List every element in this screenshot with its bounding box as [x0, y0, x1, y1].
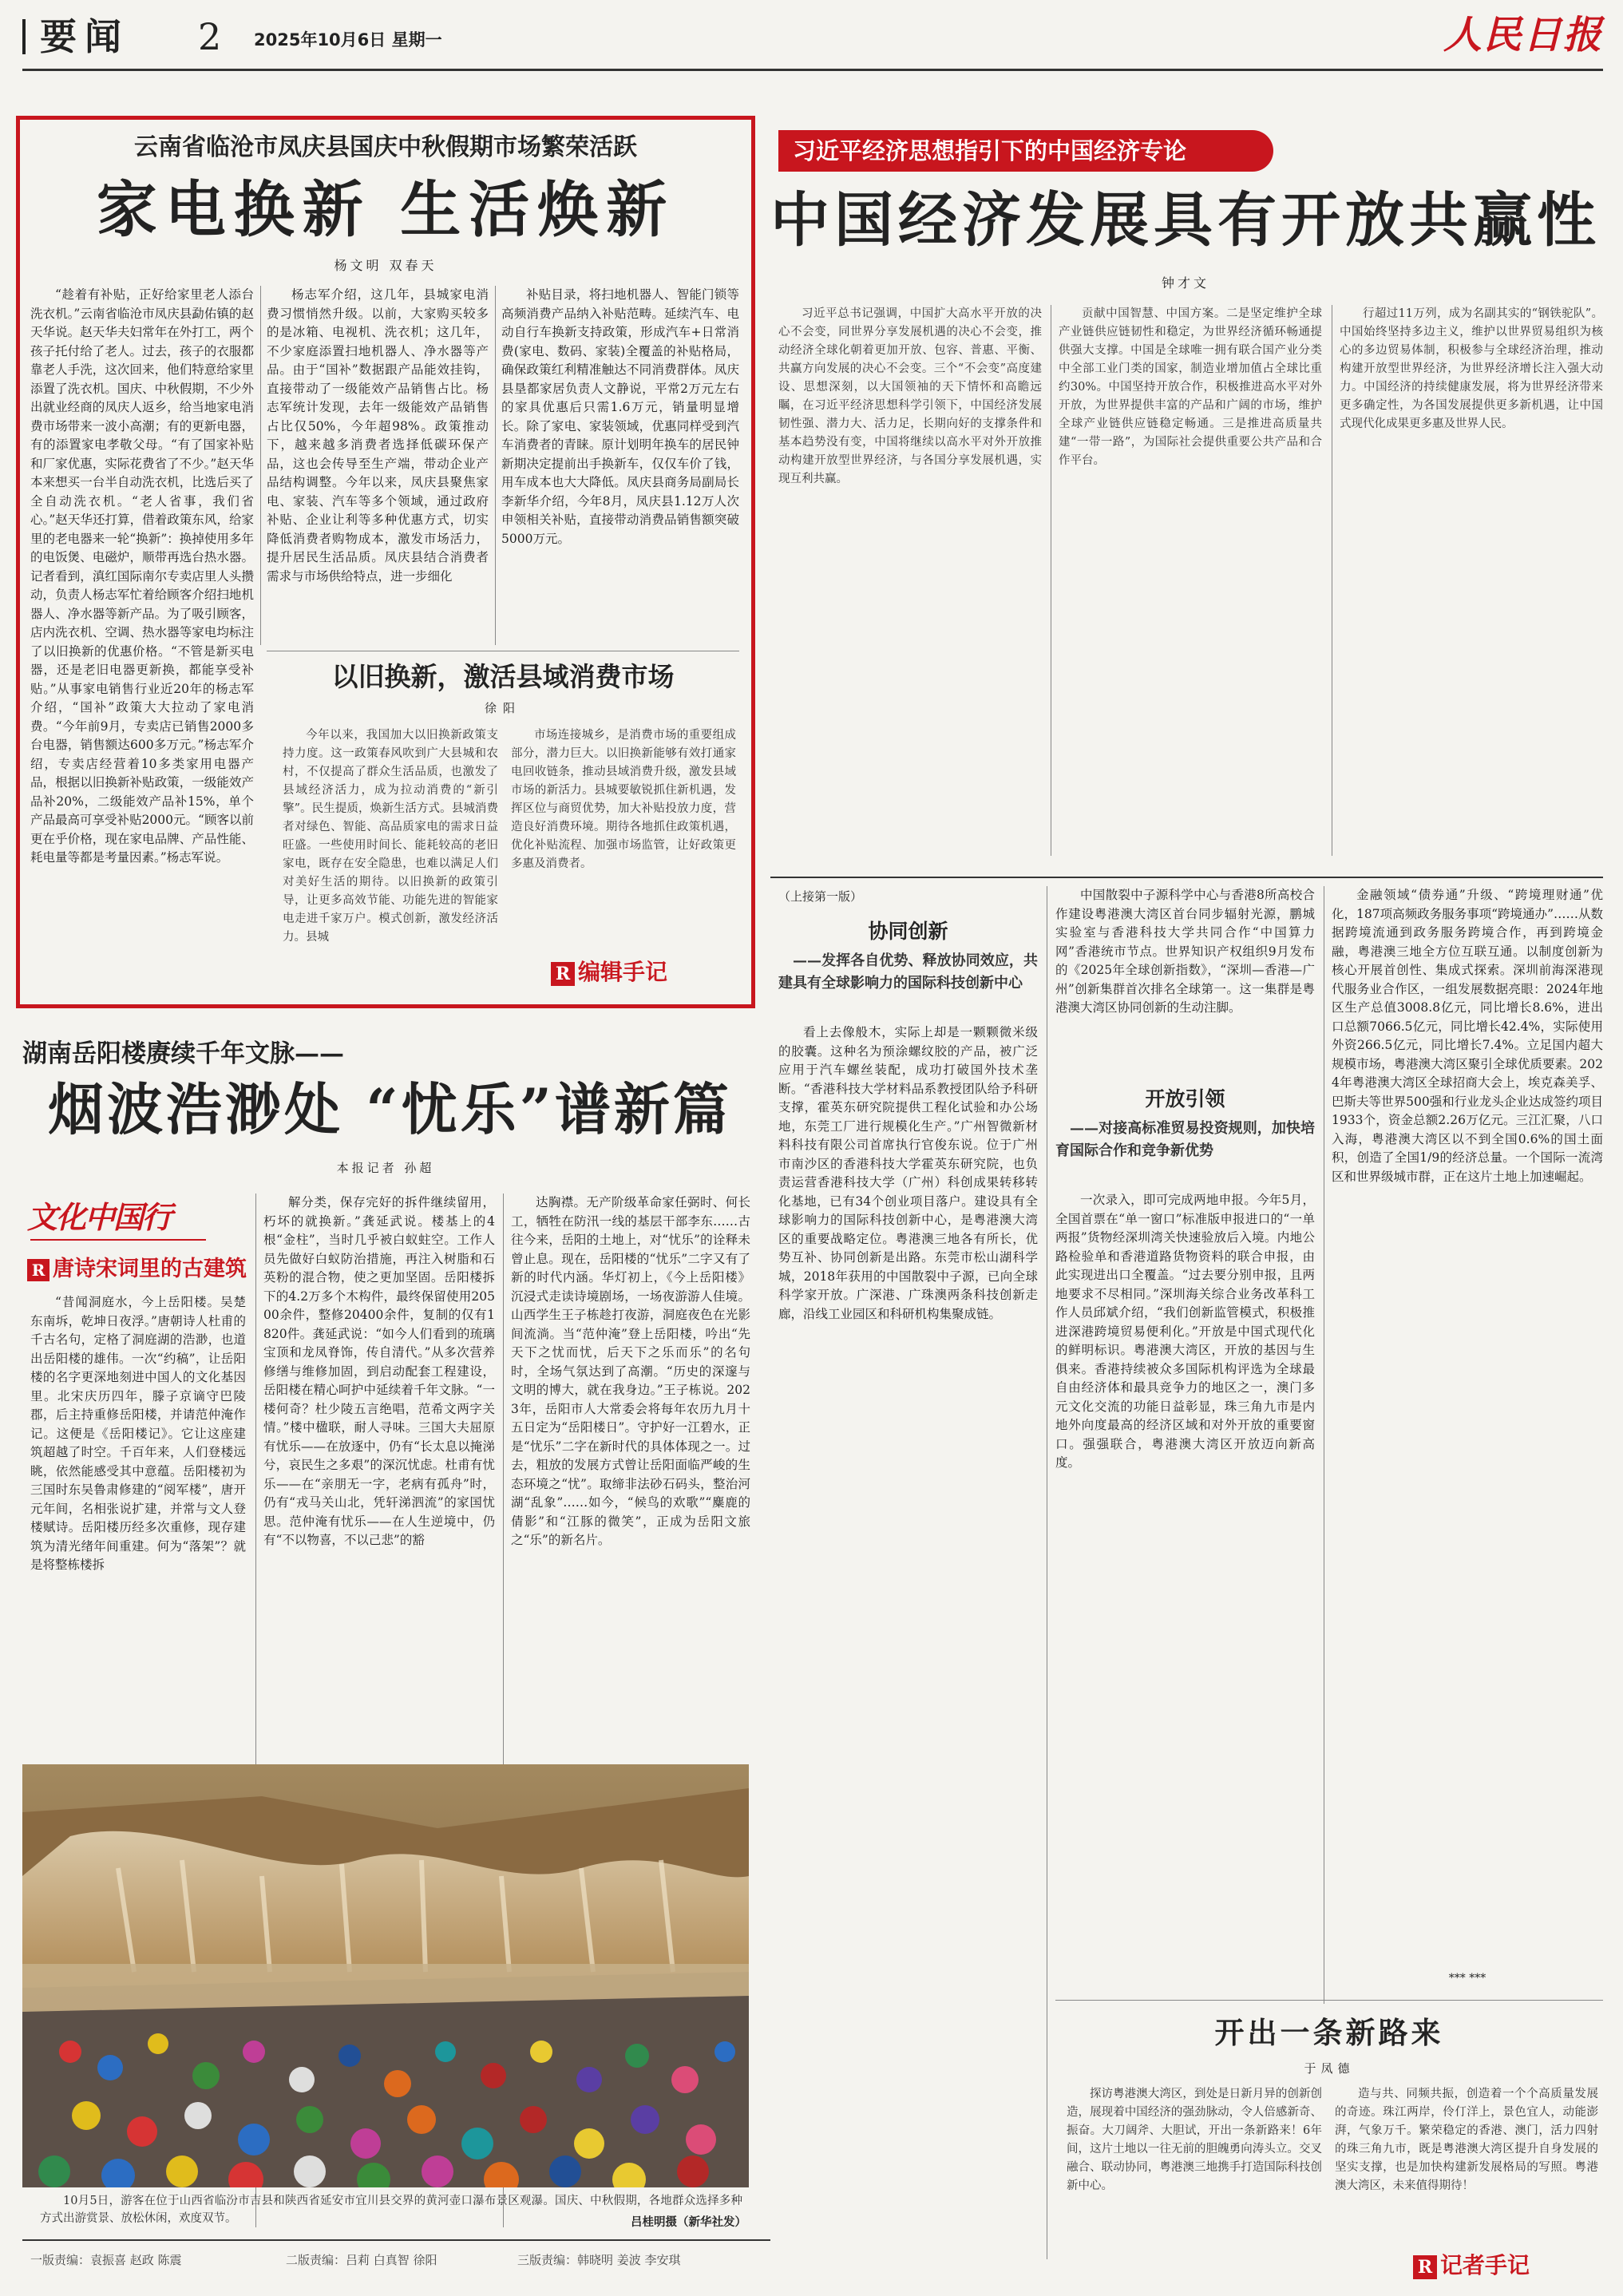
newroad-rule — [1055, 2000, 1603, 2001]
issue-date: 2025年10月6日 星期一 — [254, 30, 442, 49]
newroad-col1: 探访粤港澳大湾区，到处是日新月异的创新创造，展现着中国经济的强劲脉动，令人倍感新奇、振奋。大刀阔斧、大胆试，开出一条新路来！6年间，这片土地以一往无前的胆魄勇向涛头立。交叉融合、联动协同，粤港澳三地携手打造国际科技创新中心。 — [1067, 2088, 1322, 2192]
waterfall-photo — [22, 1764, 749, 2187]
box-kicker: 云南省临沧市凤庆县国庆中秋假期市场繁荣活跃 — [134, 133, 637, 161]
editor-note-label: 编辑手记 — [578, 959, 668, 985]
r-icon: R — [27, 1259, 49, 1281]
section-name: 要闻 — [40, 15, 129, 58]
yueyang-byline: 本报记者 孙超 — [336, 1161, 435, 1175]
photo-credit: 吕桂明摄（新华社发） — [575, 2213, 746, 2230]
reporter-note-tag — [1413, 2251, 1530, 2280]
box-byline: 杨文明 双春天 — [334, 258, 437, 273]
yueyang-col3: 达胸襟。无产阶级革命家任弼时、何长工，牺牲在防汛一线的基层干部李东……古往今来，岳阳的土地上，对“忧乐”的诠释未曾止息。现在，岳阳楼的“忧乐”二字又有了新的时代内涵。华灯初上，《今上岳阳楼》沉浸式走读诗境剧场，一场夜游游人佳境。山西学生王子栋趁打夜游，洞庭夜色在光影间流淌。当“范仲淹”登上岳阳楼，吟出“先天下之忧而忧，后天下之乐而乐”的名句时，全场气氛达到了高潮。“历史的深邃与文明的博大，就在我身边。”王子栋说。2023年，岳阳市人大常委会将每年农历九月十五日定为“岳阳楼日”。守护好一江碧水，正是“忧乐”二字在新时代的具体体现之一。过去，粗放的发展方式曾让岳阳面临严峻的生态环境之“忧”。取缔非法砂石码头，整治河湖“乱象”……如今，“候鸟的欢歌”“麋鹿的倩影”和“江豚的微笑”，正成为岳阳文旅之“乐”的新名片。 — [511, 1195, 750, 1547]
culture-logo-underline — [30, 1239, 206, 1241]
cont-heading-1: 协同创新 — [868, 920, 948, 943]
newroad-col2: 造与共、同频共振，创造着一个个高质量发展的奇迹。珠江两岸，伶仃洋上，景色宜人，动能澎湃，气象万千。繁荣稳定的香港、澳门，活力四射的珠三角九市，既是粤港澳大湾区提升自身发展的坚实支撑，也是加快构建新发展格局的写照。粤港澳大湾区，未来值得期待！ — [1335, 2088, 1598, 2192]
special-title: 中国经济发展具有开放共赢性 — [770, 186, 1601, 255]
newroad-title: 开出一条新路来 — [1214, 2015, 1444, 2050]
cont-col2-top: 中国散裂中子源科学中心与香港8所高校合作建设粤港澳大湾区首台同步辐射光源，鹏城实验室与香港科技大学共同合作“中国算力网”香港统市节点。世界知识产权组织9月发布的《2025年全球创新指数》，“深圳—香港—广州”创新集群首次排名全球第一。这一集群是粤港澳大湾区协同创新的生动注脚。 — [1055, 888, 1315, 1015]
cont-heading-2: 开放引领 — [1145, 1087, 1225, 1110]
section-rule — [770, 877, 1603, 878]
yueyang-title: 烟波浩渺处 “忧乐”谱新篇 — [48, 1076, 732, 1142]
column-tag — [27, 1255, 247, 1284]
footer-rule — [22, 2239, 770, 2241]
page-number: 2 — [198, 15, 222, 58]
r-icon: R — [1413, 2255, 1437, 2279]
cont-col3: 金融领域“债券通”升级、“跨境理财通”优化，187项高频政务服务事项“跨境通办”……从数据跨境流通到政务服务跨境合作，再到跨境金融，粤港澳三地全方位互联互通。以制度创新为核心开展首创性、集成式探索。深圳前海深港现代服务业合作区，一组发展数据亮眼：2024年地区生产总值3008.8亿元，同比增长8.6%，进出口总额7066.5亿元，同比增长42.4%，实际使用外资266.5亿元，同比增长7.4%。立足国内超大规模市场，粤港澳大湾区聚引全球优质要素。2024年粤港澳大湾区全球招商大会上，埃克森美孚、巴斯夫等世界500强和行业龙头企业达成签约项目1933个，资金总额2.26万亿元。三江汇聚，八口入海，粤港澳大湾区以不到全国0.6%的国土面积，创造了全国1/9的经济总量。一个国际一流湾区和世界级城市群，正在这片土地上加速崛起。 — [1332, 888, 1603, 1184]
continued-label: （上接第一版） — [778, 889, 863, 904]
box-article-col3: 补贴目录，将扫地机器人、智能门锁等高频消费产品纳入补贴范畴。延续汽车、电动自行车换新支持政策，形成汽车+日常消费(家电、数码、家装)全覆盖的补贴格局，确保政策红利精准触达不同消费群体。凤庆县垦都家居负责人文静说，平常2万元左右的家具优惠后只需1.6万元，销量明显增长。除了家电、家装领域，优惠同样受到汽车消费者的青睐。原计划明年换车的居民钟新期决定提前出手换新车，仅仅车价了钱，用车成本也大大降低。凤庆县商务局副局长李新华介绍，今年8月，凤庆县1.12万人次申领相关补贴，直接带动消费品销售额突破5000万元。 — [501, 287, 739, 546]
yueyang-col2: 解分类，保存完好的拆件继续留用，朽坏的就换新。”龚延武说。楼基上的4根“金柱”，当时几乎被白蚁蛀空。工作人员先做好白蚁防治措施，再注入树脂和石英粉的混合物，使之更加坚固。岳阳楼拆下的4.2万多个木构件，最终保留使用20500余件，整修20400余件，复制的仅有1820件。龚延武说：“如今人们看到的琉璃宝顶和龙凤脊饰，传自清代。”从多次营养修缮与维修加固，到启动配套工程建设，岳阳楼在精心呵护中延续着千年文脉。“一楼何奇？杜少陵五言绝唱，范希文两字关情。”楼中楹联，耐人寻味。三国大夫屈原有忧乐——在放逐中，仍有“长太息以掩涕兮，哀民生之多艰”的深沉忧虑。杜甫有忧乐——在“亲朋无一字，老病有孤舟”时，仍有“戎马关山北，凭轩涕泗流”的家国忧思。范仲淹有忧乐——在人生逆境中，仍有“不以物喜，不以己悲”的豁 — [263, 1195, 495, 1547]
cont-col2: 一次录入，即可完成两地申报。今年5月，全国首票在“单一窗口”标准版申报进口的“一单两报”货物经深圳湾关快速验放后入境。内地公路检验单和香港道路货物资料的联合申报，由此实现进出口全覆盖。“过去要分别申报，且两地要求不尽相同。”深圳海关综合业务改革科工作人员邱斌介绍，“我们创新监管模式，积极推进深港跨境贸易便利化。”开放是中国式现代化的鲜明标识。粤港澳大湾区，开放的基因与生俱来。香港持续被众多国际机构评选为全球最自由经济体和最具竞争力的地区之一，澳门多元文化交流的功能日益彰显，珠三角九市是内地外向度最高的经济区域和对外开放的重要窗口。强强联合，粤港澳大湾区开放迈向新高度。 — [1055, 1193, 1315, 1470]
photo-caption: 10月5日，游客在位于山西省临汾市吉县和陕西省延安市宜川县交界的黄河壶口瀑布景区观瀑。国庆、中秋假期，各地群众选择多种方式出游赏景、放松休闲，欢度双节。 — [40, 2195, 742, 2225]
header-bracket — [22, 19, 26, 54]
box-article-col2: 杨志军介绍，这几年，县城家电消费习惯悄然升级。以前，大家购买较多的是冰箱、电视机、洗衣机；这几年，不少家庭添置扫地机器人、净水器等产品。由于“国补”数据跟产品能效挂钩，直接带动了一级能效产品销售占比。杨志军统计发现，去年一级能效产品销售占比仅50%，今年超98%。政策推动下，越来越多消费者选择低碳环保产品，这也会传导至生产端，带动企业产品结构调整。今年以来，凤庆县聚焦家电、家装、汽车等多个领域，通过政府补贴、企业让利等多种优惠方式，切实降低消费者购物成本，激发市场活力，提升居民生活品质。凤庆县结合消费者需求与市场供给特点，进一步细化 — [267, 287, 489, 584]
special-byline: 钟才文 — [1161, 275, 1209, 291]
editor-credit-3: 三版责编：韩晓明 姜波 李安琪 — [517, 2253, 681, 2267]
footer-credits — [30, 2251, 765, 2268]
yueyang-kicker: 湖南岳阳楼赓续千年文脉—— — [22, 1039, 344, 1068]
special-banner: 习近平经济思想指引下的中国经济专论 — [778, 130, 1273, 172]
box-title: 家电换新 生活焕新 — [96, 174, 675, 245]
newroad-byline: 于凤德 — [1304, 2061, 1355, 2076]
box-subtitle: 以旧换新，激活县域消费市场 — [331, 661, 675, 692]
special-col1: 习近平总书记强调，中国扩大高水平开放的决心不会变，同世界分享发展机遇的决心不会变，推动经济全球化朝着更加开放、包容、普惠、平衡、共赢方向发展的决心不会变。三个“不会变”高度建设、思想深刻，以大国领袖的天下情怀和高瞻远瞩，在习近平经济思想科学引领下，中国经济发展韧性强、潜力大、活力足，长期向好的支撑条件和基本趋势没有变，中国将继续以高水平对外开放推动构建开放型世界经济，与各国分享发展机遇，实现互利共赢。 — [778, 307, 1042, 485]
box-subtitle-byline: 徐阳 — [484, 701, 521, 715]
col-divider — [260, 286, 261, 645]
col-divider — [495, 286, 496, 645]
special-col2: 贡献中国智慧、中国方案。二是坚定维护全球产业链供应链韧性和稳定，为世界经济循环畅通提供强大支撑。中国是全球唯一拥有联合国产业分类中全部工业门类的国家，制造业增加值占全球比重约30%。中国坚持开放合作，积极推进高水平对外开放，为世界提供丰富的产品和广阔的市场，维护全球产业链供应链稳定畅通。三是推进高质量共建“一带一路”，为国际社会提供重要公共产品和合作平台。 — [1059, 307, 1322, 467]
r-icon: R — [551, 962, 575, 986]
reporter-note-label: 记者手记 — [1440, 2252, 1530, 2278]
news-photo — [22, 1764, 749, 2187]
yueyang-col1: “昔闻洞庭水，今上岳阳楼。吴楚东南坼，乾坤日夜浮。”唐朝诗人杜甫的千古名句，定格了洞庭湖的浩渺，也道出岳阳楼的雄伟。一次“约稿”，让岳阳楼的名字更深地刻进中国人的文化基因里。北宋庆历四年，滕子京谪守巴陵郡，后主持重修岳阳楼，并请范仲淹作记。这便是《岳阳楼记》。它让这座建筑超越了时空。千百年来，人们登楼远眺，依然能感受其中意蕴。岳阳楼初为三国时东吴鲁肃修建的“阅军楼”，唐开元年间，名相张说扩建，并常与文人登楼赋诗。岳阳楼历经多次重修，现存建筑为清光绪年间重建。何为“落架”？就是将整栋楼拆 — [30, 1295, 246, 1572]
separator-stars: *** *** — [1448, 1972, 1486, 1985]
editor-note-tag — [551, 958, 667, 987]
culture-logo: 文化中国行 — [27, 1199, 172, 1235]
box-article-col1: “趁着有补贴，正好给家里老人添台洗衣机。”云南省临沧市凤庆县勐佑镇的赵天华说。赵天华夫妇常年在外打工，两个孩子托付给了老人。过去，孩子的衣服都靠老人手洗，这次回来，他们特意给家里添置了洗衣机。国庆、中秋假期，不少外出就业经商的凤庆人返乡，给当地家电消费市场带来一波小高潮；有的更新电器，有的添置家电孝敬父母。“有了国家补贴和厂家优惠，实际花费省了不少。”赵天华本来想买一台半自动洗衣机，比选后买了全自动洗衣机。“老人省事，我们省心。”赵天华还打算，借着政策东风，给家里的老电器来一轮“换新”：换掉使用多年的电饭煲、电磁炉，顺带再选台热水器。记者看到，滇红国际南尔专卖店里人头攒动，负责人杨志军忙着给顾客介绍扫地机器人、净水器等新产品。为了吸引顾客，店内洗衣机、空调、热水器等家电均标注了以旧换新的优惠价格。“不管是新买电器，还是老旧电器更新换，都能享受补贴。”从事家电销售行业近20年的杨志军介绍，“国补”政策大大拉动了家电消费。“今年前9月，专卖店已销售2000多台电器，销售额达600多万元。”杨志军介绍，专卖店经营着10多类家用电器产品，根据以旧换新补贴政策，一级能效产品补20%，二级能效产品补15%，单个产品最高可享受补贴2000元。“顾客以前更在乎价格，现在家电品牌、产品性能、耗电量等都是考量因素。”杨志军说。 — [30, 287, 254, 865]
cont-subheading-2: ——对接高标准贸易投资规则，加快培育国际合作和竞争新优势 — [1055, 1120, 1315, 1159]
cont-col1: 看上去像般木，实际上却是一颗颗微米级的胶囊。这种名为预涂螺纹胶的产品，被广泛应用于汽车螺丝装配，成功打破国外技术垄断。“香港科技大学材料品系教授团队给予科研支撑，霍英东研究院提供工程化试验和办公场地，东莞工厂进行规模化生产。”广州智微新材料科技有限公司首席执行官俊东说。位于广州市南沙区的香港科技大学霍英东研究院，也负责运营香港科技大学（广州）科创成果转移转化基地，已有34个创业项目落户。建设具有全球影响力的国际科技创新中心，是粤港澳大湾区的重要战略定位。粤港澳三地各有所长，优势互补、协同创新是出路。东莞市松山湖科学城，2018年获用的中国散裂中子源，已向全球科学家开放。广深港、广珠澳两条科技创新走廊，沿线工业园区和科研机构集聚成链。 — [778, 1025, 1038, 1321]
header-rule — [22, 69, 1603, 71]
masthead-logo: 人民日报 — [1443, 13, 1603, 57]
cont-subheading-1: ——发挥各自优势、释放协同效应，共建具有全球影响力的国际科技创新中心 — [778, 952, 1038, 992]
page-header — [22, 10, 1603, 64]
column-tag-label: 唐诗宋词里的古建筑 — [53, 1257, 247, 1281]
special-col3: 行超过11万列，成为名副其实的“钢铁驼队”。中国始终坚持多边主义，维护以世界贸易组织为核心的多边贸易体制，积极参与全球经济治理，推动构建开放型世界经济，为世界经济增长注入强大动力。中国经济的持续健康发展，将为世界经济带来更多确定性，为各国发展提供更多新机遇，让中国式现代化成果更多惠及世界人民。 — [1340, 307, 1603, 430]
editor-note-col1: 今年以来，我国加大以旧换新政策支持力度。这一政策春风吹到广大县城和农村，不仅提高了群众生活品质，也激发了县域经济活力，成为拉动消费的“新引擎”。民生提质，焕新生活方式。县城消费者对绿色、智能、高品质家电的需求日益旺盛。一些使用时间长、能耗较高的老旧家电，既存在安全隐患，也难以满足人们对美好生活的期待。以旧换新的政策引导，让更多高效节能、功能先进的智能家电走进千家万户。模式创新，激发经济活力。县城 — [283, 729, 498, 944]
editor-note-col2: 市场连接城乡，是消费市场的重要组成部分，潜力巨大。以旧换新能够有效打通家电回收链条，推动县域消费升级，激发县域市场的新活力。县城要敏锐抓住新机遇，发挥区位与商贸优势，加大补贴投放力度，营造良好消费环境。期待各地抓住政策机遇，优化补贴流程、加强市场监管，让好政策更多惠及消费者。 — [511, 729, 736, 870]
editor-credit-2: 二版责编：吕莉 白真智 徐阳 — [286, 2253, 437, 2267]
editor-credit-1: 一版责编：袁振喜 赵政 陈震 — [30, 2253, 182, 2267]
